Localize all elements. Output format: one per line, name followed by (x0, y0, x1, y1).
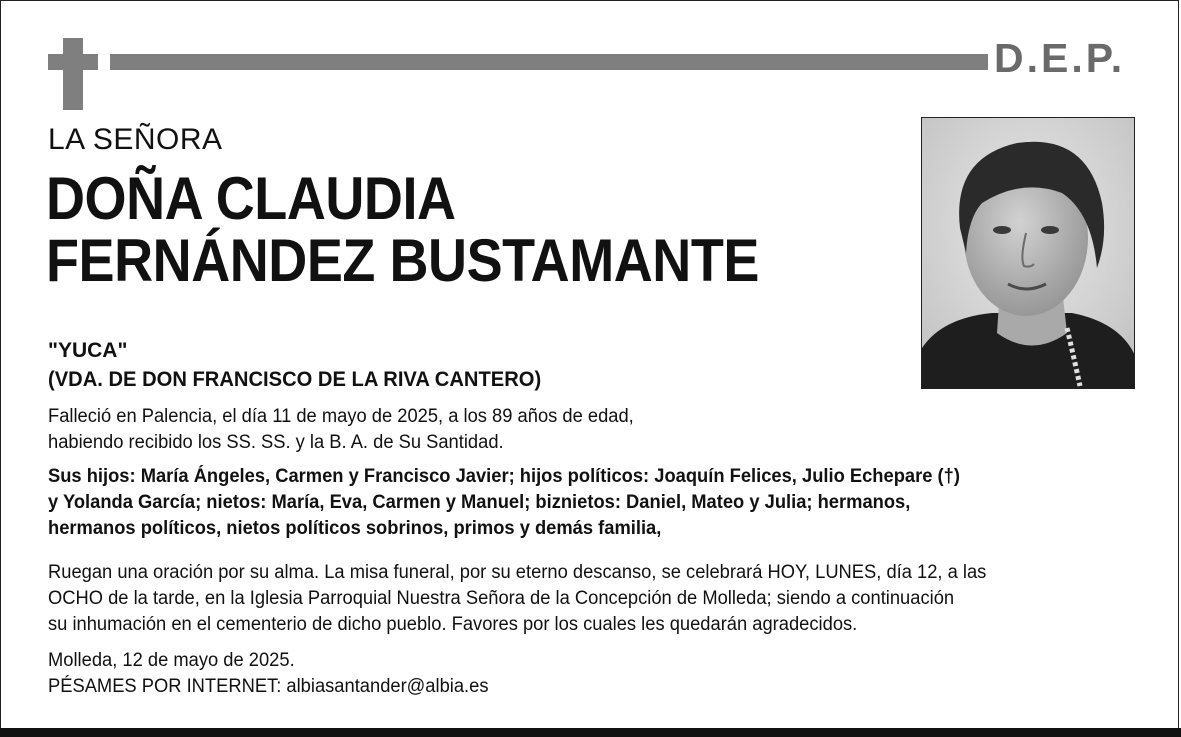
service-line-1: Ruegan una oración por su alma. La misa funeral, por su eterno descanso, se celebrará HOY, LUNES, día 12, a las (48, 562, 987, 583)
name-line-2: FERNÁNDEZ BUSTAMANTE (46, 227, 759, 294)
dep-label: D.E.P. (994, 35, 1126, 81)
death-line-1: Falleció en Palencia, el día 11 de mayo de 2025, a los 89 años de edad, (48, 406, 634, 427)
service-notice (48, 560, 986, 638)
service-line-2: OCHO de la tarde, en la Iglesia Parroquial Nuestra Señora de la Concepción de Molleda; siendo a continuación (48, 588, 955, 609)
place-date: Molleda, 12 de mayo de 2025. (48, 650, 295, 671)
deceased-name (46, 165, 759, 294)
condolences-line: PÉSAMES POR INTERNET: albiasantander@albia.es (48, 676, 489, 697)
widow-of: (VDA. DE DON FRANCISCO DE LA RIVA CANTERO) (48, 368, 542, 391)
cross-icon (48, 38, 98, 110)
family-line-1: Sus hijos: María Ángeles, Carmen y Francisco Javier; hijos políticos: Joaquín Felices, Julio Echepare (†) (48, 466, 960, 487)
name-line-1: DOÑA CLAUDIA (46, 165, 456, 232)
death-notice (48, 404, 634, 456)
bottom-rule (0, 728, 1181, 737)
death-line-2: habiendo recibido los SS. SS. y la B. A. de Su Santidad. (48, 432, 504, 453)
family-list (48, 464, 960, 542)
header-rule (110, 54, 988, 70)
portrait-photo (921, 117, 1135, 389)
closing (48, 648, 489, 700)
family-line-3: hermanos políticos, nietos políticos sobrinos, primos y demás familia, (48, 518, 662, 539)
honorific: LA SEÑORA (48, 123, 223, 156)
family-line-2: y Yolanda García; nietos: María, Eva, Carmen y Manuel; biznietos: Daniel, Mateo y Julia; hermanos, (48, 492, 911, 513)
service-line-3: su inhumación en el cementerio de dicho pueblo. Favores por los cuales les quedarán agradecidos. (48, 614, 858, 635)
nickname: "YUCA" (48, 339, 128, 362)
